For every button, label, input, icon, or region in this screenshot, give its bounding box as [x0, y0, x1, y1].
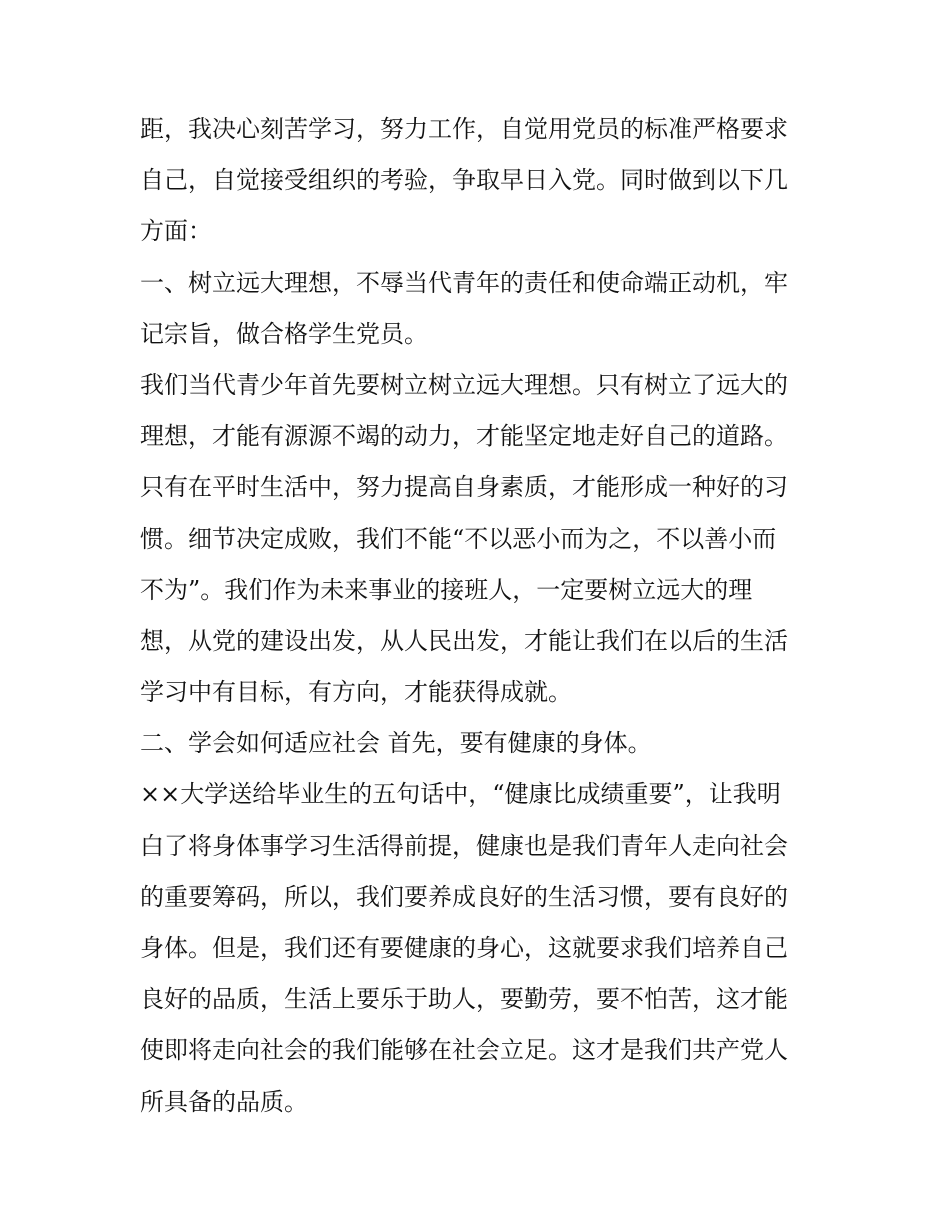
- section-heading-1: 一、树立远大理想，不辱当代青年的责任和使命端正动机，牢: [140, 268, 788, 297]
- text-line: 方面：: [140, 217, 212, 246]
- text-line: 想，从党的建设出发，从人民出发，才能让我们在以后的生活: [140, 626, 788, 655]
- text-line: 使即将走向社会的我们能够在社会立足。这才是我们共产党人: [140, 1036, 788, 1065]
- text-line: 的重要筹码，所以，我们要养成良好的生活习惯，要有良好的: [140, 882, 788, 911]
- text-line: 身体。但是，我们还有要健康的身心，这就要求我们培养自己: [140, 934, 788, 962]
- body-text: [140, 104, 820, 1128]
- text-line: 良好的品质，生活上要乐于助人，要勤劳，要不怕苦，这才能: [140, 985, 788, 1014]
- text-line: 学习中有目标，有方向，才能获得成就。: [140, 678, 572, 707]
- text-line: 我们当代青少年首先要树立树立远大理想。只有树立了远大的: [140, 370, 788, 399]
- text-line: 白了将身体事学习生活得前提，健康也是我们青年人走向社会: [140, 831, 788, 860]
- text-line: 所具备的品质。: [140, 1087, 308, 1116]
- section-heading-1-cont: 记宗旨，做合格学生党员。: [140, 319, 428, 348]
- text-line: 理想，才能有源源不竭的动力，才能坚定地走好自己的道路。: [140, 422, 788, 451]
- text-line: 不为”。我们作为未来事业的接班人，一定要树立远大的理: [140, 575, 753, 604]
- text-line: 自己，自觉接受组织的考验，争取早日入党。同时做到以下几: [140, 166, 788, 195]
- text-line: ××大学送给毕业生的五句话中，“健康比成绩重要”，让我明: [140, 780, 781, 809]
- text-line: 惯。细节决定成败，我们不能“不以恶小而为之，不以善小而: [140, 524, 777, 553]
- text-line: 距，我决心刻苦学习，努力工作，自觉用党员的标准严格要求: [140, 115, 788, 143]
- text-line: 只有在平时生活中，努力提高自身素质，才能形成一种好的习: [140, 473, 788, 502]
- section-heading-2: 二、学会如何适应社会 首先，要有健康的身体。: [140, 729, 652, 758]
